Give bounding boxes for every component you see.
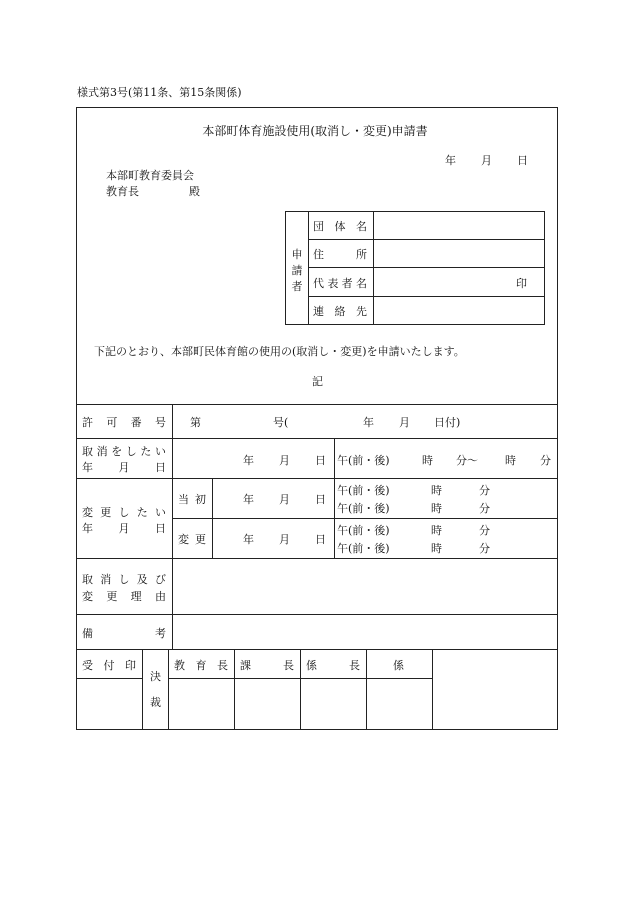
body-text: 下記のとおり、本部町民体育館の使用の(取消し・変更)を申請いたします。 [94, 345, 465, 358]
change-label-2: 年 月 日 [82, 522, 166, 535]
cancel-minute2: 分 [540, 454, 551, 467]
permit-day: 日付) [434, 416, 461, 429]
cancel-minute: 分〜 [456, 454, 478, 467]
new-day: 日 [315, 533, 326, 546]
field-group-name: 団 体 名 [313, 220, 367, 233]
approver-section-chief: 課 長 [240, 659, 294, 672]
cancel-day: 日 [315, 454, 326, 467]
permit-month: 月 [399, 416, 410, 429]
date-year: 年 [445, 154, 456, 167]
field-contact: 連 絡 先 [313, 305, 367, 318]
cancel-label-2: 年 月 日 [82, 461, 166, 474]
remarks-label: 備 考 [82, 627, 166, 640]
cancel-hour: 時 [422, 454, 433, 467]
orig-hour-2: 時 [431, 502, 442, 515]
form-number: 様式第3号(第11条、第15条関係) [77, 86, 242, 99]
cancel-label-1: 取 消 を し た い [82, 445, 166, 458]
change-new-label: 変 更 [178, 533, 206, 546]
decision-label: 決 裁 [150, 670, 161, 709]
date-month: 月 [481, 154, 492, 167]
seal-mark: 印 [516, 277, 527, 290]
permit-label: 許 可 番 号 [82, 416, 166, 429]
orig-hour-1: 時 [431, 484, 442, 497]
orig-day: 日 [315, 493, 326, 506]
addressee-honorific: 殿 [189, 185, 200, 198]
field-address: 住 所 [313, 248, 367, 261]
change-original-label: 当 初 [178, 493, 206, 506]
cancel-hour2: 時 [505, 454, 516, 467]
permit-go: 号( [273, 416, 289, 429]
orig-ampm-2: 午(前・後) [337, 502, 390, 515]
orig-year: 年 [243, 493, 254, 506]
permit-year: 年 [363, 416, 374, 429]
cancel-month: 月 [279, 454, 290, 467]
cancel-year: 年 [243, 454, 254, 467]
permit-dai: 第 [190, 416, 201, 429]
cancel-ampm: 午(前・後) [337, 454, 390, 467]
new-minute-2: 分 [479, 542, 490, 555]
new-hour-2: 時 [431, 542, 442, 555]
new-year: 年 [243, 533, 254, 546]
applicant-label: 申 請 者 [291, 248, 303, 293]
addressee-board: 本部町教育委員会 [106, 169, 194, 182]
new-ampm-1: 午(前・後) [337, 524, 390, 537]
orig-minute-2: 分 [479, 502, 490, 515]
reason-label-2: 変 更 理 由 [82, 590, 166, 603]
orig-month: 月 [279, 493, 290, 506]
new-hour-1: 時 [431, 524, 442, 537]
change-label-1: 変 更 し た い [82, 506, 166, 519]
approver-staff: 係 [393, 659, 404, 672]
form-title: 本部町体育施設使用(取消し・変更)申請書 [202, 124, 428, 138]
orig-minute-1: 分 [479, 484, 490, 497]
new-minute-1: 分 [479, 524, 490, 537]
ki-mark: 記 [312, 375, 323, 388]
approver-unit-chief: 係 長 [306, 659, 360, 672]
orig-ampm-1: 午(前・後) [337, 484, 390, 497]
reception-seal-label: 受 付 印 [82, 659, 136, 672]
reason-label-1: 取 消 し 及 び [82, 573, 166, 586]
addressee-title: 教育長 [106, 185, 139, 198]
field-representative: 代 表 者 名 [313, 277, 367, 290]
date-day: 日 [517, 154, 528, 167]
approver-superintendent: 教 育 長 [174, 659, 228, 672]
new-ampm-2: 午(前・後) [337, 542, 390, 555]
new-month: 月 [279, 533, 290, 546]
